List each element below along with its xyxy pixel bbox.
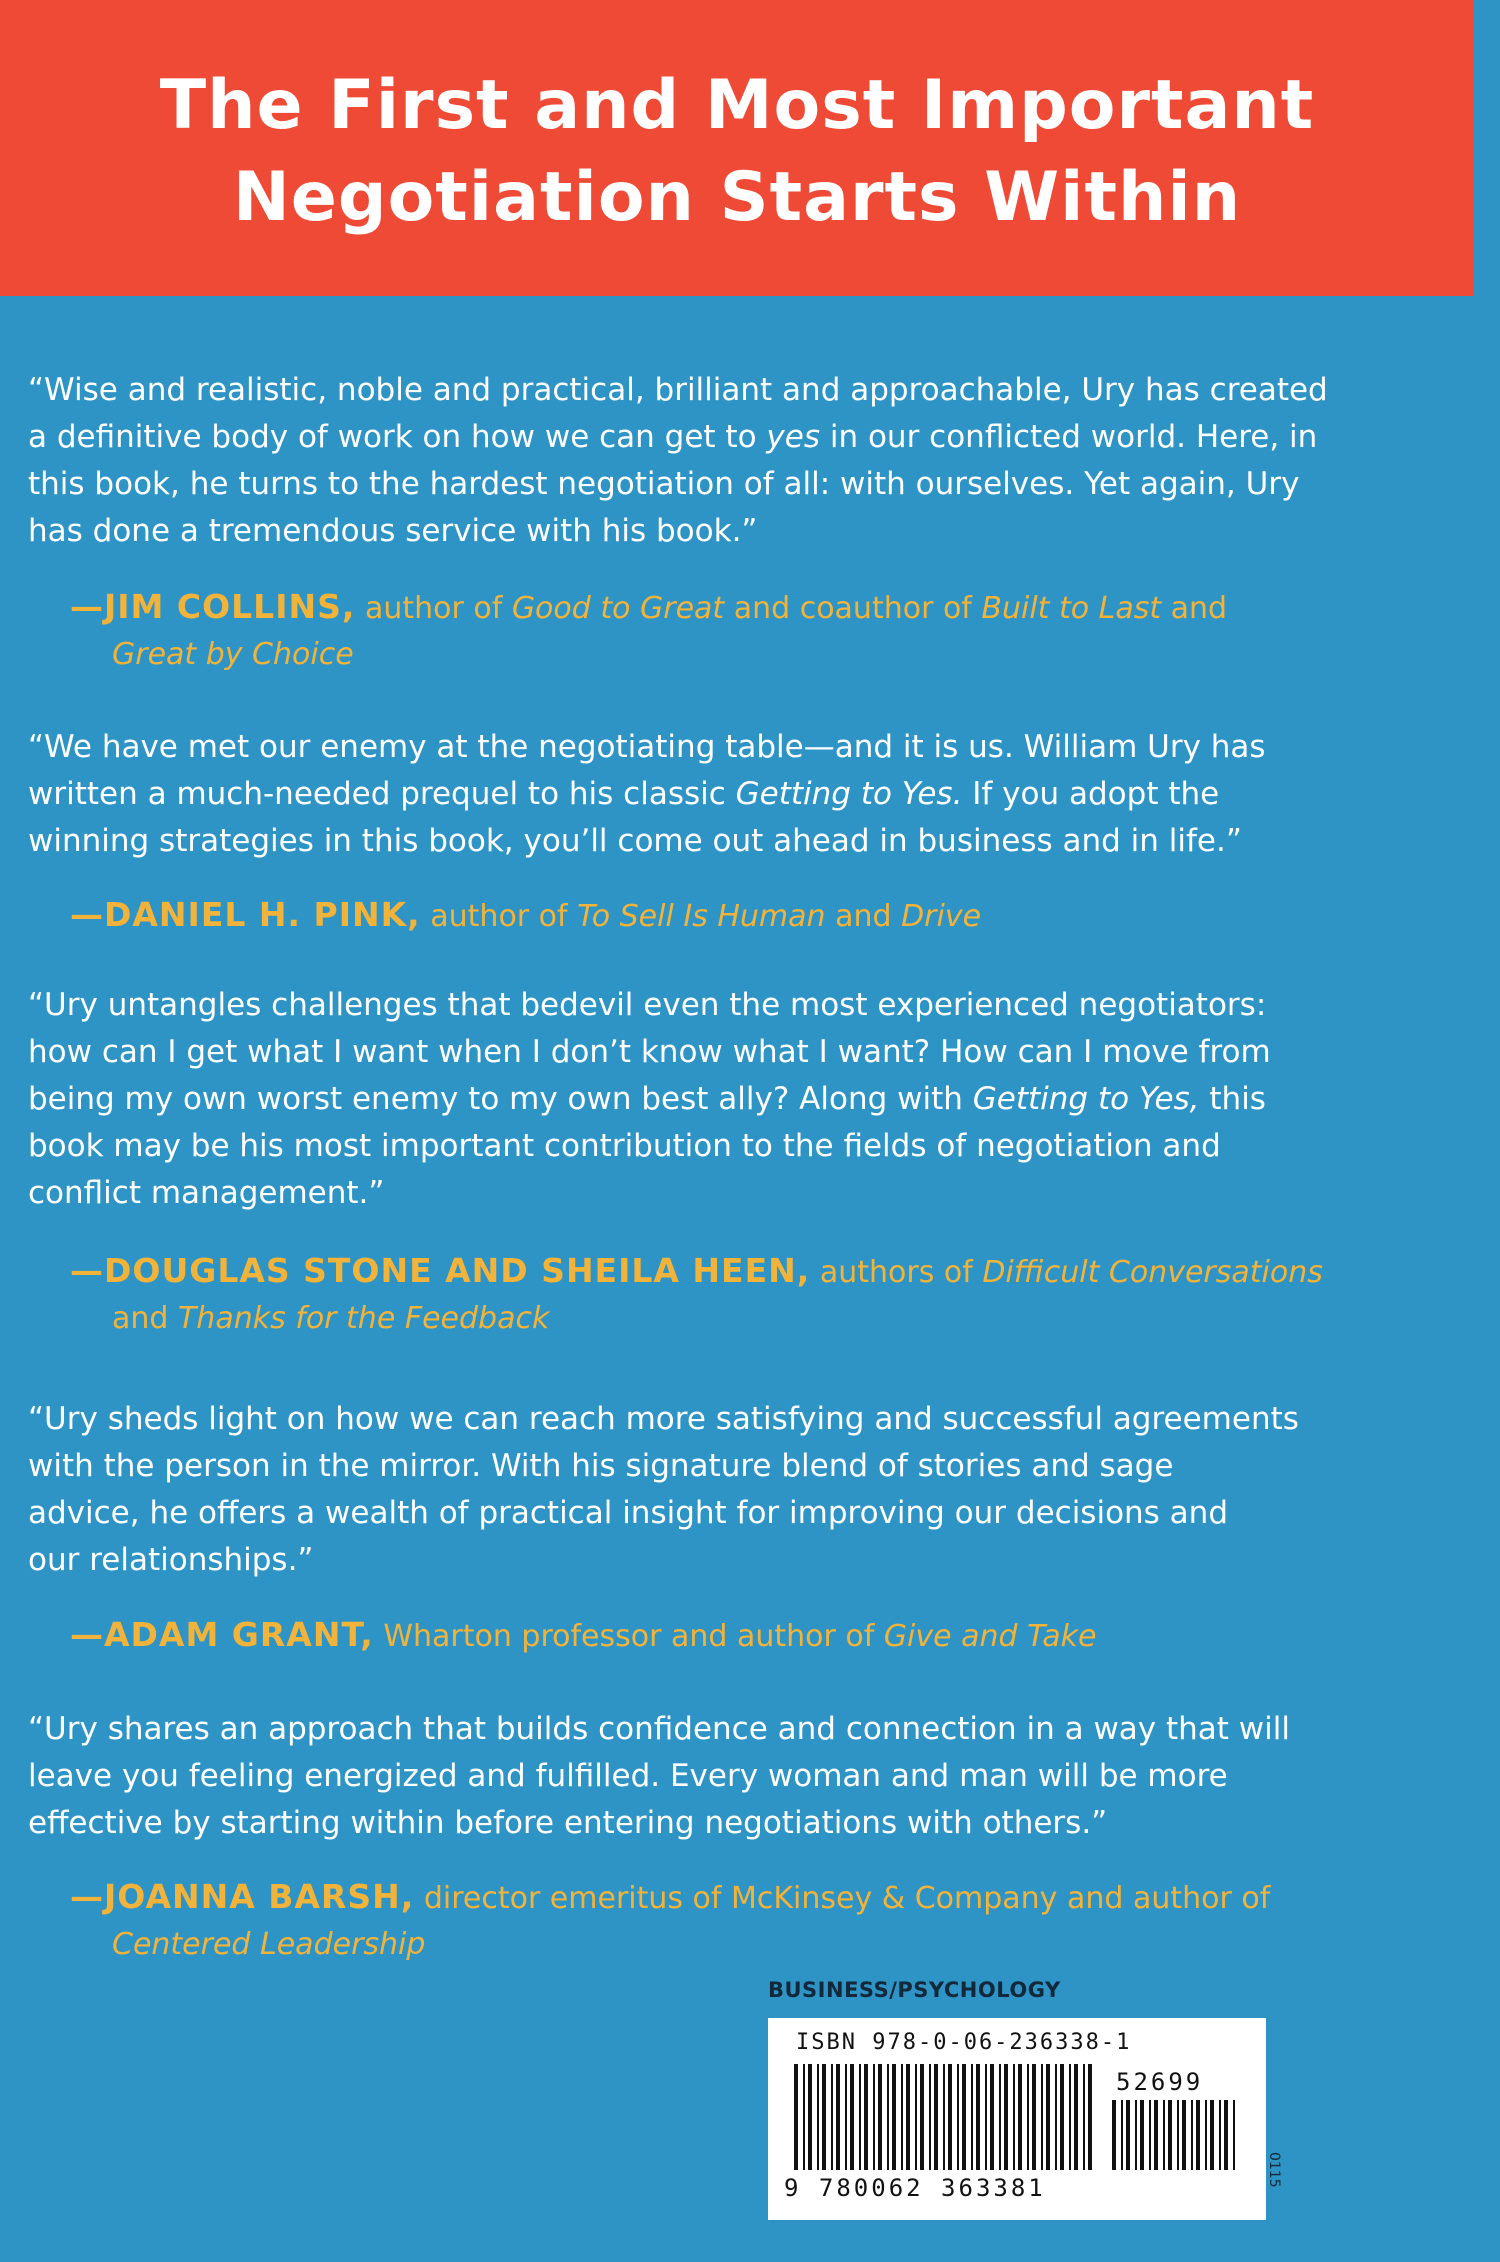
blurb-attribution: —DANIEL H. PINK, author of To Sell Is Human and Drive: [70, 895, 982, 934]
barcode-bar: [1027, 2064, 1029, 2170]
barcode: [768, 2018, 1266, 2220]
barcode-bar: [1182, 2100, 1186, 2170]
barcode-bar: [1210, 2100, 1214, 2170]
barcode-bar: [850, 2064, 854, 2170]
author-name: —JOANNA BARSH,: [70, 1877, 415, 1916]
barcode-bar: [1074, 2064, 1078, 2170]
quote-line: has done a tremendous service with his book.”: [28, 513, 758, 549]
author-name: —ADAM GRANT,: [70, 1615, 374, 1654]
barcode-bar: [1177, 2100, 1179, 2170]
blurb-attribution: —ADAM GRANT, Wharton professor and author of Give and Take: [70, 1615, 1097, 1654]
barcode-bar: [929, 2064, 931, 2170]
barcode-bar: [948, 2064, 952, 2170]
author-name: —DANIEL H. PINK,: [70, 895, 421, 934]
isbn-text: ISBN 978-0-06-236338-1: [796, 2030, 1132, 2055]
barcode-bar: [1055, 2064, 1057, 2170]
barcode-bar: [1135, 2100, 1137, 2170]
barcode-bar: [845, 2064, 847, 2170]
barcode-bar: [920, 2064, 924, 2170]
barcode-bar: [1191, 2100, 1193, 2170]
barcode-bar: [1112, 2100, 1116, 2170]
barcode-bar: [822, 2064, 826, 2170]
quote-line: written a much-needed prequel to his classic Getting to Yes. If you adopt the: [28, 776, 1220, 812]
blurb-quote: [28, 982, 1448, 1217]
barcode-bar: [1046, 2064, 1050, 2170]
quote-line: advice, he offers a wealth of practical insight for improving our decisions and: [28, 1495, 1229, 1531]
quote-line: “Ury shares an approach that builds confidence and connection in a way that will: [28, 1711, 1290, 1747]
barcode-bar: [1121, 2100, 1123, 2170]
barcode-bar: [1233, 2100, 1235, 2170]
barcode-bar: [957, 2064, 959, 2170]
quote-line: book may be his most important contribution to the fields of negotiation and: [28, 1128, 1221, 1164]
side-code: 0115: [1266, 2152, 1282, 2188]
quote-line: a definitive body of work on how we can get to yes in our conflicted world. Here, in: [28, 419, 1318, 455]
barcode-bar: [1168, 2100, 1172, 2170]
barcode-bar: [1140, 2100, 1144, 2170]
barcode-bar: [1060, 2064, 1064, 2170]
title-line-2: Negotiation Starts Within: [232, 158, 1242, 237]
barcode-bar: [915, 2064, 917, 2170]
blurb-attribution: —JOANNA BARSH, director emeritus of McKinsey & Company and author of Centered Leadership: [70, 1877, 1271, 1962]
barcode-bar: [976, 2064, 980, 2170]
barcode-bar: [831, 2064, 833, 2170]
barcode-bar: [1004, 2064, 1008, 2170]
quote-line: with the person in the mirror. With his signature blend of stories and sage: [28, 1448, 1174, 1484]
blurb-quote: [28, 1706, 1448, 1847]
quote-line: “Ury sheds light on how we can reach more satisfying and successful agreements: [28, 1401, 1299, 1437]
title-banner: [0, 0, 1474, 296]
barcode-bar: [817, 2064, 819, 2170]
barcode-bar: [1018, 2064, 1022, 2170]
barcode-bar: [901, 2064, 903, 2170]
barcode-bar: [1013, 2064, 1015, 2170]
barcode-bar: [864, 2064, 868, 2170]
quote-line: “Ury untangles challenges that bedevil even the most experienced negotiators:: [28, 987, 1267, 1023]
author-name: —DOUGLAS STONE AND SHEILA HEEN,: [70, 1251, 811, 1290]
barcode-bar: [887, 2064, 889, 2170]
blurb-quote: [28, 724, 1448, 865]
barcode-bar: [836, 2064, 840, 2170]
barcode-bar: [1126, 2100, 1130, 2170]
blurb-quote: [28, 1396, 1448, 1584]
quote-line: conflict management.”: [28, 1175, 385, 1211]
barcode-bar: [962, 2064, 966, 2170]
quote-line: how can I get what I want when I don’t know what I want? How can I move from: [28, 1034, 1271, 1070]
barcode-bar: [971, 2064, 973, 2170]
barcode-bar: [859, 2064, 861, 2170]
category-label: BUSINESS/PSYCHOLOGY: [768, 1978, 1061, 2002]
barcode-bar: [990, 2064, 994, 2170]
author-name: —JIM COLLINS,: [70, 587, 356, 626]
barcode-bar: [1196, 2100, 1200, 2170]
barcode-bar: [878, 2064, 882, 2170]
price-code: 52699: [1116, 2068, 1204, 2096]
barcode-bar: [1205, 2100, 1207, 2170]
barcode-bar: [934, 2064, 938, 2170]
barcode-bar: [1032, 2064, 1036, 2170]
barcode-bar: [1224, 2100, 1228, 2170]
barcode-bar: [873, 2064, 875, 2170]
barcode-bar: [794, 2064, 798, 2170]
barcode-bar: [1041, 2064, 1043, 2170]
barcode-bar: [803, 2064, 805, 2170]
barcode-bar: [1154, 2100, 1158, 2170]
barcode-bar: [1149, 2100, 1151, 2170]
title-line-1: The First and Most Important: [159, 66, 1315, 145]
quote-line: this book, he turns to the hardest negotiation of all: with ourselves. Yet again, Ury: [28, 466, 1300, 502]
barcode-bar: [892, 2064, 896, 2170]
barcode-bar: [1069, 2064, 1071, 2170]
quote-line: leave you feeling energized and fulfilled. Every woman and man will be more: [28, 1758, 1228, 1794]
quote-line: “We have met our enemy at the negotiating table—and it is us. William Ury has: [28, 729, 1266, 765]
barcode-bar: [808, 2064, 812, 2170]
quote-line: being my own worst enemy to my own best ally? Along with Getting to Yes, this: [28, 1081, 1266, 1117]
barcode-bar: [1088, 2064, 1092, 2170]
barcode-bar: [999, 2064, 1001, 2170]
quote-line: our relationships.”: [28, 1542, 314, 1578]
barcode-bar: [943, 2064, 945, 2170]
quote-line: winning strategies in this book, you’ll come out ahead in business and in life.”: [28, 823, 1242, 859]
ean-digits: 9 780062 363381: [784, 2174, 1046, 2202]
blurb-attribution: —JIM COLLINS, author of Good to Great and coauthor of Built to Last and Great by Choice: [70, 587, 1228, 672]
blurb-quote: [28, 367, 1448, 555]
barcode-bar: [1083, 2064, 1085, 2170]
barcode-bar: [985, 2064, 987, 2170]
quote-line: “Wise and realistic, noble and practical, brilliant and approachable, Ury has created: [28, 372, 1328, 408]
barcode-bar: [906, 2064, 910, 2170]
barcode-bar: [1219, 2100, 1221, 2170]
barcode-bar: [1163, 2100, 1165, 2170]
quote-line: effective by starting within before entering negotiations with others.”: [28, 1805, 1108, 1841]
blurb-attribution: —DOUGLAS STONE AND SHEILA HEEN, authors of Difficult Conversations and Thanks for the Feedback: [70, 1251, 1323, 1336]
